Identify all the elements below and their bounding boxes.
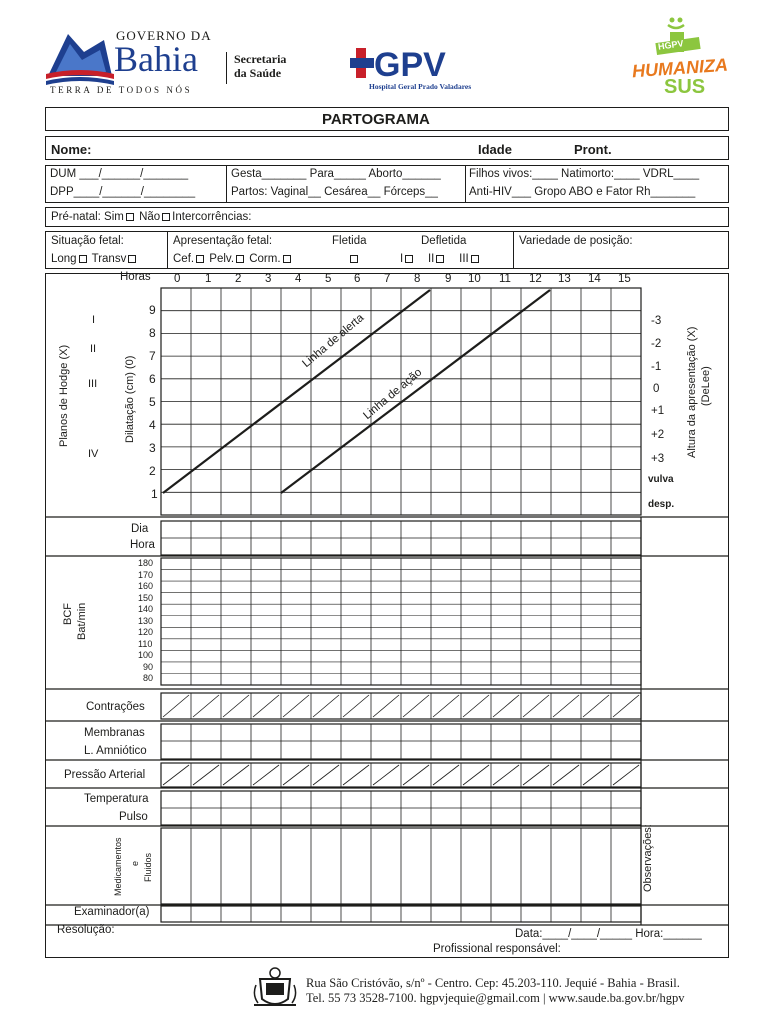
diagonal: [223, 765, 249, 785]
hour-label: 3: [265, 273, 272, 285]
intercorrencias-label[interactable]: Intercorrências:: [172, 211, 252, 223]
diagonal: [253, 765, 279, 785]
dilatation-label: 4: [149, 418, 156, 432]
delee-axis-label: (DeLee): [700, 366, 712, 406]
diagonal: [433, 765, 459, 785]
linha-acao-label: Linha de ação: [361, 366, 425, 422]
hodge-plane-label: II: [90, 343, 97, 355]
def-i-label: I: [400, 253, 404, 265]
form-title: PARTOGRAMA: [322, 111, 430, 128]
delee-value: +3: [651, 453, 665, 465]
dpp-field[interactable]: DPP____/______/________: [50, 186, 196, 198]
action-line: [281, 290, 550, 493]
diagonal: [313, 765, 339, 785]
diagonal: [313, 695, 339, 717]
footer-contact: Tel. 55 73 3528-7100. hgpvjequie@gmail.com | www.saude.ba.gov.br/hgpv: [306, 991, 685, 1005]
hour-label: 6: [354, 273, 361, 285]
diagonal: [403, 695, 429, 717]
liquido-label: L. Amniótico: [84, 745, 147, 757]
variedade-label[interactable]: Variedade de posição:: [519, 235, 633, 247]
bcf-value: 140: [138, 604, 154, 614]
diagonal: [583, 695, 609, 717]
hodge-plane-label: III: [88, 378, 98, 390]
dilatation-label: 7: [149, 349, 156, 363]
bcf-value: 110: [138, 639, 153, 649]
diagonal: [343, 695, 369, 717]
hour-label: 8: [414, 273, 421, 285]
diagonal: [463, 695, 489, 717]
dilatation-label: 3: [149, 441, 156, 455]
medicamentos-e-label: e: [130, 860, 140, 866]
hour-label: 11: [499, 273, 511, 285]
sus-text: SUS: [664, 76, 706, 98]
delee-value: +1: [651, 405, 665, 417]
hour-label: 12: [529, 273, 542, 285]
hour-label: 0: [174, 273, 181, 285]
diagonal: [373, 765, 399, 785]
idade-label[interactable]: Idade: [478, 142, 512, 157]
diagonal: [553, 695, 579, 717]
diagonal: [373, 695, 399, 717]
footer-address: Rua São Cristóvão, s/nº - Centro. Cep: 45.203-110. Jequié - Bahia - Brasil.: [306, 976, 680, 990]
diagonal: [463, 765, 489, 785]
cef-label: Cef.: [173, 253, 195, 265]
hour-label: 2: [235, 273, 242, 285]
diagonal: [433, 695, 459, 717]
prenatal-label: Pré-natal: Sim: [51, 211, 124, 223]
dia-label: Dia: [131, 523, 149, 535]
hour-label: 15: [618, 273, 631, 285]
delee-value: -3: [651, 315, 662, 327]
bcf-value: 160: [138, 581, 154, 591]
membranas-label: Membranas: [84, 727, 145, 739]
hour-label: 4: [295, 273, 302, 285]
bcf-label: BCF: [62, 603, 74, 625]
bcf-value: 180: [138, 558, 154, 568]
diagonal: [613, 695, 639, 717]
hgpv-name: Hospital Geral Prado Valadares: [369, 82, 472, 91]
gov-name: Bahia: [114, 39, 198, 79]
bcf-value: 90: [143, 662, 154, 672]
gov-top-text: GOVERNO DA: [116, 28, 212, 43]
def-ii-label: II: [427, 253, 435, 265]
diagonal: [613, 765, 639, 785]
vulva-label: vulva: [648, 474, 674, 485]
transv-label: Transv: [91, 253, 127, 265]
hora-label: Hora: [130, 539, 155, 551]
data-hora-field[interactable]: Data:____/____/_____ Hora:______: [515, 928, 702, 940]
humaniza-badge: HGPV: [657, 38, 685, 52]
bcf-value: 100: [138, 650, 154, 660]
dilatation-label: 1: [151, 487, 158, 501]
dilatation-label: 2: [149, 464, 156, 478]
diagonal: [253, 695, 279, 717]
observacoes-label[interactable]: Observações:: [642, 824, 654, 892]
delee-value: -2: [651, 338, 662, 350]
hour-label: 14: [588, 273, 601, 285]
antihiv-field[interactable]: Anti-HIV___ Gropo ABO e Fator Rh_______: [469, 186, 696, 198]
corm-label: Corm.: [249, 253, 281, 265]
bcf-unit-label: Bat/min: [76, 602, 88, 640]
dilatation-label: 8: [149, 326, 156, 340]
long-label: Long: [51, 253, 77, 265]
delee-value: -1: [651, 361, 662, 373]
bcf-value: 150: [138, 593, 154, 603]
dilatation-label: 6: [149, 372, 156, 386]
hour-label: 10: [468, 273, 481, 285]
secretaria-line-2: da Saúde: [234, 66, 282, 80]
profissional-label[interactable]: Profissional responsável:: [433, 943, 561, 955]
contracoes-label: Contrações: [86, 701, 145, 713]
nome-label[interactable]: Nome:: [51, 142, 92, 157]
altura-axis-label: Altura da apresentação (X): [686, 326, 698, 458]
linha-alerta-label: Linha de alerta: [300, 311, 367, 370]
secretaria-line-1: Secretaria: [234, 52, 287, 66]
def-iii-label: III: [459, 253, 469, 265]
diagonal: [193, 695, 219, 717]
bcf-value: 120: [138, 627, 154, 637]
hodge-plane-label: I: [92, 314, 96, 326]
desp-label: desp.: [648, 499, 675, 510]
bcf-value: 130: [138, 616, 154, 626]
nao-label: Não: [139, 211, 161, 223]
pressao-label: Pressão Arterial: [64, 769, 146, 781]
delee-value: 0: [653, 383, 660, 395]
gov-tagline: TERRA DE TODOS NÓS: [50, 85, 193, 95]
fluidos-label: Fluidos: [143, 852, 153, 882]
diagonal: [163, 765, 189, 785]
dum-field[interactable]: DUM ___/______/_______: [50, 168, 189, 180]
hour-label: 1: [205, 273, 212, 285]
pelv-label: Pelv.: [209, 253, 235, 265]
medicamentos-label: Medicamentos: [113, 837, 123, 896]
diagonal: [343, 765, 369, 785]
bcf-value: 170: [138, 570, 154, 580]
diagonal: [523, 765, 549, 785]
hour-label: 13: [558, 273, 571, 285]
fletida-label: Fletida: [332, 235, 367, 247]
diagonal: [223, 695, 249, 717]
hour-label: 5: [325, 273, 332, 285]
diagonal: [163, 695, 189, 717]
diagonal: [493, 695, 519, 717]
partos-field[interactable]: Partos: Vaginal__ Cesárea__ Fórceps__: [231, 186, 438, 198]
diagonal: [403, 765, 429, 785]
temperatura-label: Temperatura: [84, 793, 149, 805]
gesta-field[interactable]: Gesta_______ Para_____ Aborto______: [231, 168, 441, 180]
situacao-label: Situação fetal:: [51, 235, 124, 247]
diagonal: [553, 765, 579, 785]
diagonal: [193, 765, 219, 785]
delee-value: +2: [651, 429, 665, 441]
diagonal: [283, 695, 309, 717]
hour-label: 7: [384, 273, 391, 285]
filhos-field[interactable]: Filhos vivos:____ Natimorto:____ VDRL____: [469, 168, 700, 180]
apresentacao-label: Apresentação fetal:: [173, 235, 273, 247]
diagonal: [493, 765, 519, 785]
diagonal: [523, 695, 549, 717]
horas-label: Horas: [120, 271, 151, 283]
dilatacao-axis-label: Dilatação (cm) (0): [124, 355, 136, 443]
dilatation-label: 9: [149, 303, 156, 317]
humaniza-text: HUMANIZA: [631, 54, 729, 82]
defletida-label: Defletida: [421, 235, 467, 247]
diagonal: [583, 765, 609, 785]
hour-label: 9: [445, 273, 452, 285]
dilatation-label: 5: [149, 395, 156, 409]
svg-text:GPV: GPV: [374, 46, 446, 84]
resolucao-label[interactable]: Resolução:: [57, 924, 115, 936]
coat-of-arms-icon: [252, 965, 298, 1011]
hodge-axis-label: Planos de Hodge (X): [58, 344, 70, 447]
hodge-plane-label: IV: [88, 448, 99, 460]
diagonal: [283, 765, 309, 785]
examinador-label: Examinador(a): [74, 906, 150, 918]
pront-label[interactable]: Pront.: [574, 142, 612, 157]
bcf-value: 80: [143, 673, 154, 683]
pulso-label: Pulso: [119, 811, 148, 823]
